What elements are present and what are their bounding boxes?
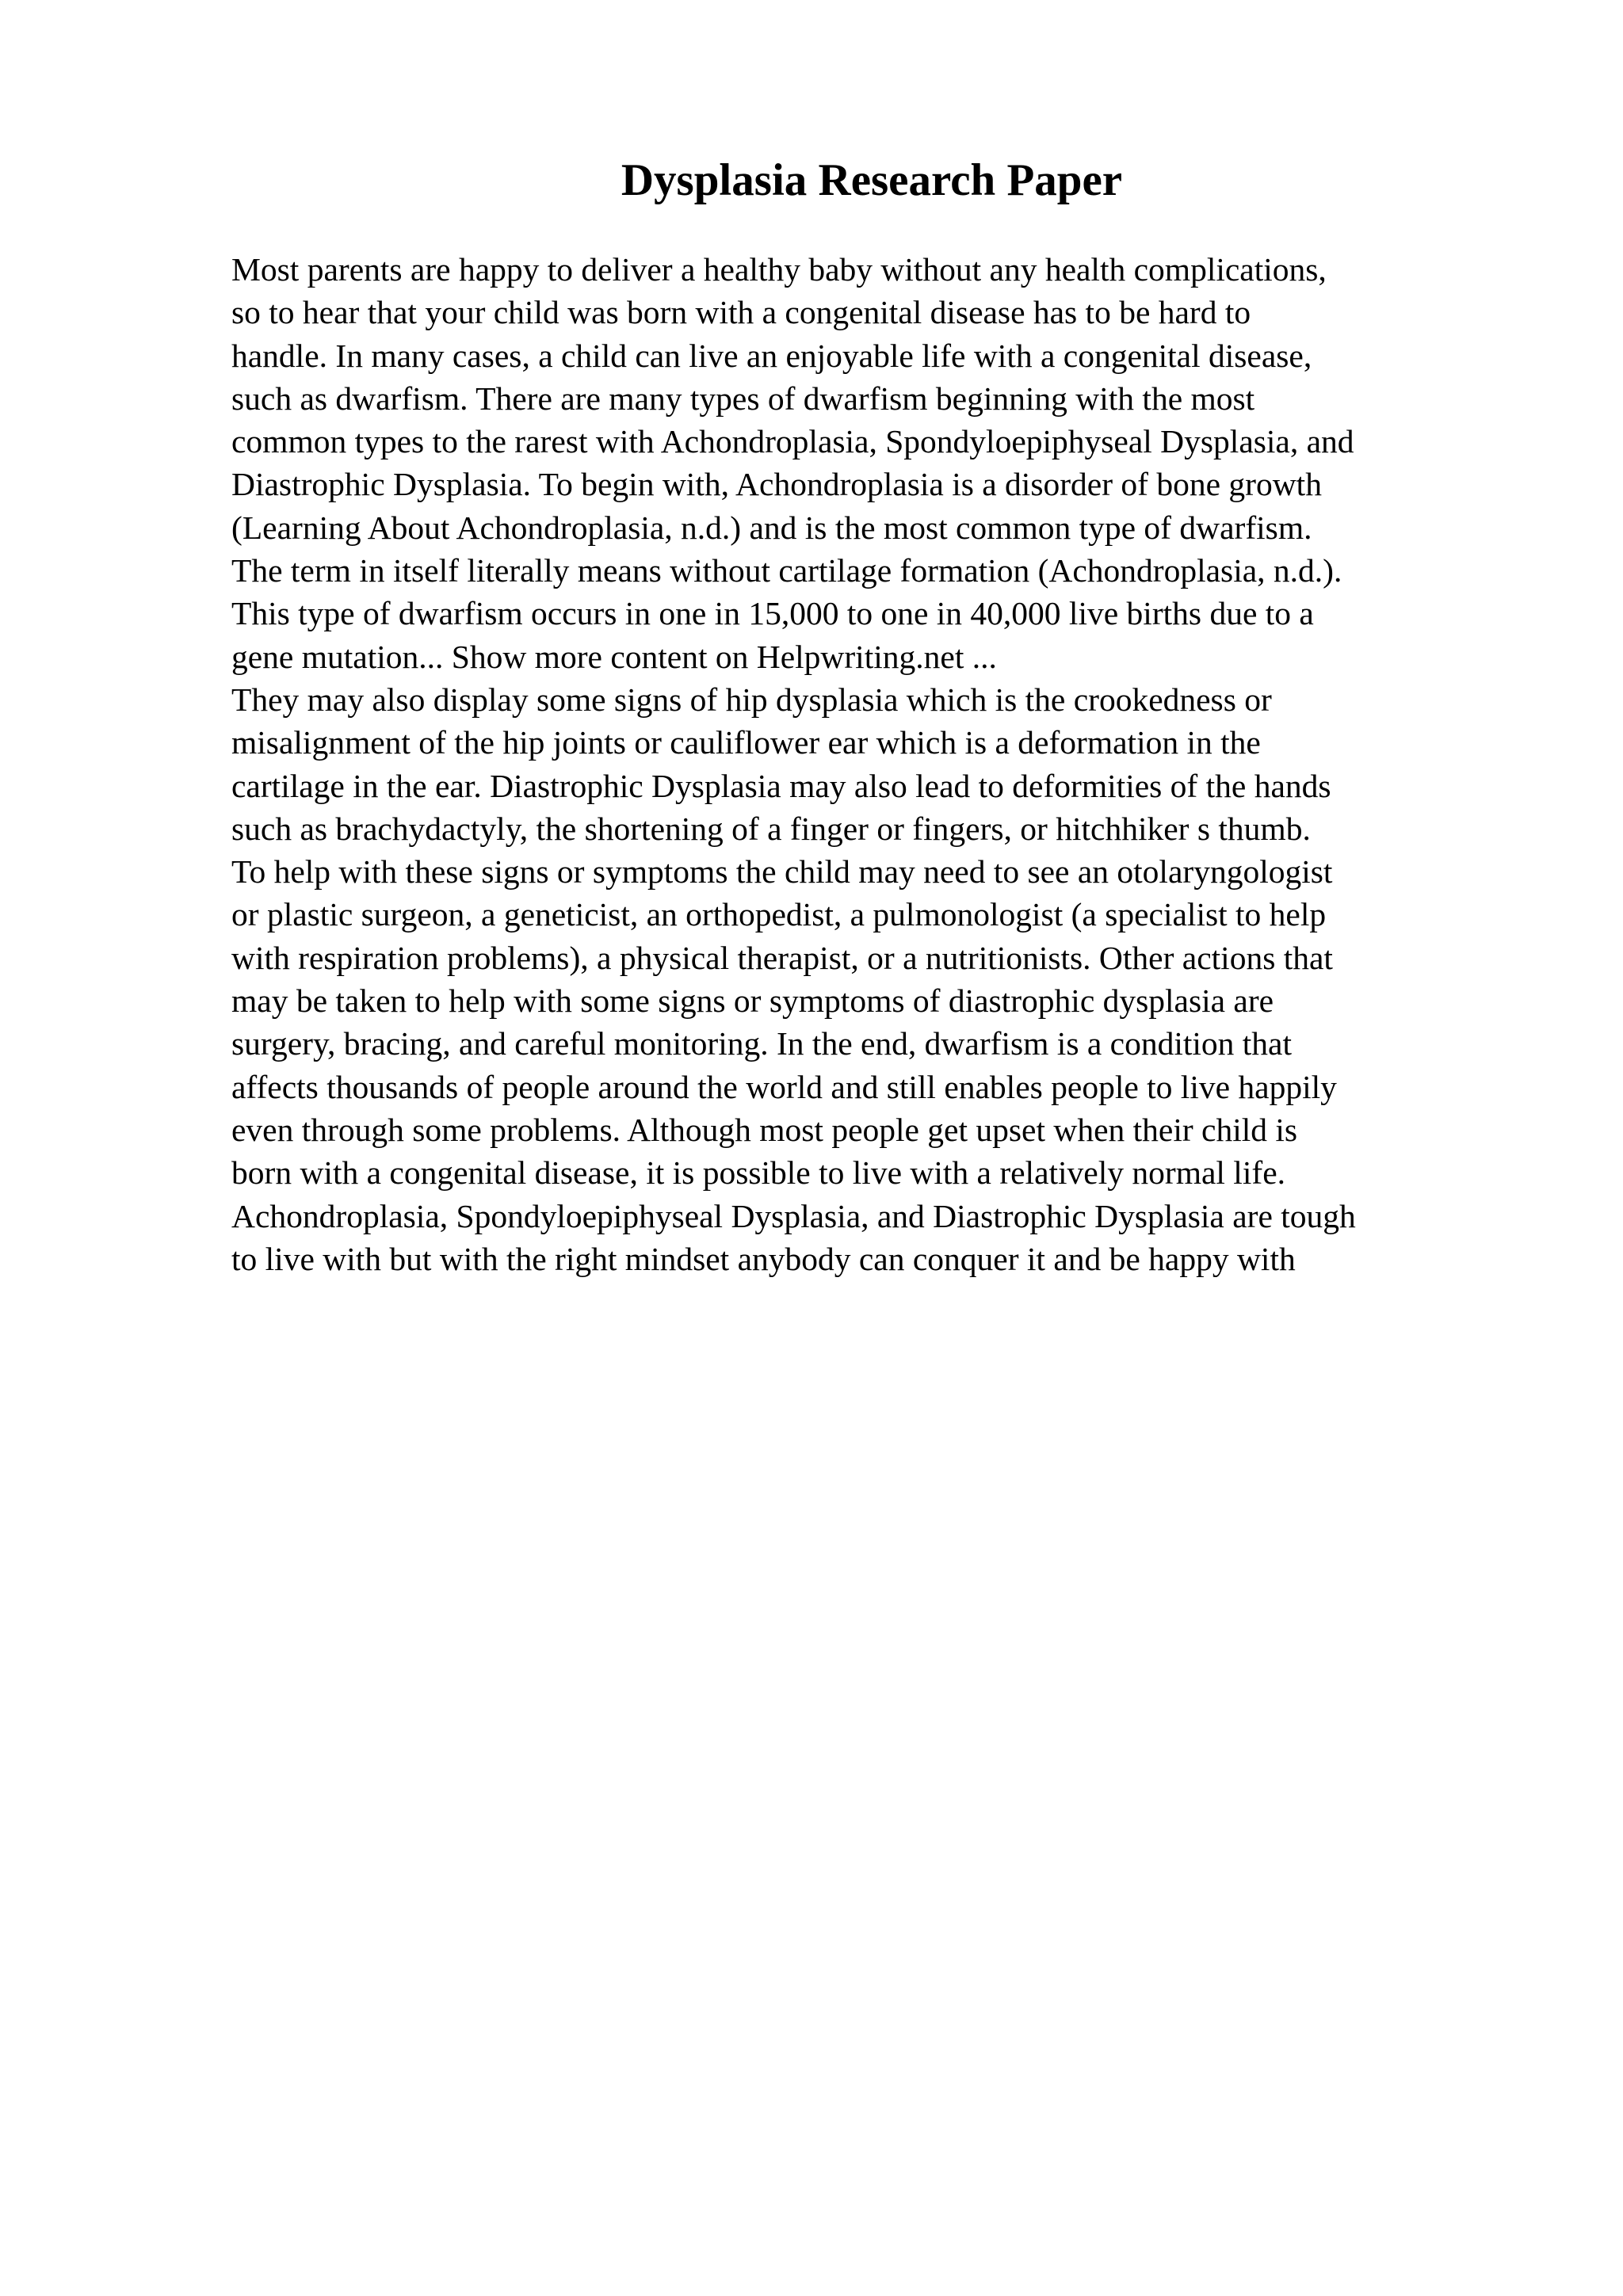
body-line: such as brachydactyly, the shortening of a finger or fingers, or hitchhiker s thumb. [231,810,1311,847]
body-line: This type of dwarfism occurs in one in 15,000 to one in 40,000 live births due to a [231,595,1314,632]
document-title: Dysplasia Research Paper [621,155,1123,205]
document-body [231,248,1515,1280]
body-line: (Learning About Achondroplasia, n.d.) and is the most common type of dwarfism. [231,509,1312,546]
body-line: The term in itself literally means without cartilage formation (Achondroplasia, n.d.). [231,552,1342,589]
body-line: surgery, bracing, and careful monitoring. In the end, dwarfism is a condition that [231,1025,1293,1062]
body-line: or plastic surgeon, a geneticist, an orthopedist, a pulmonologist (a specialist to help [231,896,1327,933]
body-line: to live with but with the right mindset anybody can conquer it and be happy with [231,1240,1296,1277]
body-line: cartilage in the ear. Diastrophic Dysplasia may also lead to deformities of the hands [231,767,1331,804]
body-line: gene mutation... Show more content on Helpwriting.net ... [231,638,997,675]
body-line: They may also display some signs of hip dysplasia which is the crookedness or [231,681,1272,718]
body-line: with respiration problems), a physical therapist, or a nutritionists. Other actions that [231,939,1333,976]
body-line: so to hear that your child was born with a congenital disease has to be hard to [231,294,1251,331]
body-line: such as dwarfism. There are many types of dwarfism beginning with the most [231,379,1255,417]
body-line: common types to the rarest with Achondroplasia, Spondyloepiphyseal Dysplasia, and [231,423,1354,460]
body-line: Diastrophic Dysplasia. To begin with, Achondroplasia is a disorder of bone growth [231,466,1322,503]
body-line: misalignment of the hip joints or cauliflower ear which is a deformation in the [231,724,1261,761]
body-line: even through some problems. Although most people get upset when their child is [231,1111,1298,1148]
body-line: To help with these signs or symptoms the child may need to see an otolaryngologist [231,853,1333,891]
body-line: Most parents are happy to deliver a healthy baby without any health complications, [231,251,1327,288]
body-line: born with a congenital disease, it is possible to live with a relatively normal life. [231,1154,1285,1192]
body-line: may be taken to help with some signs or symptoms of diastrophic dysplasia are [231,982,1274,1020]
body-line: handle. In many cases, a child can live an enjoyable life with a congenital disease, [231,337,1312,374]
body-line: Achondroplasia, Spondyloepiphyseal Dysplasia, and Diastrophic Dysplasia are tough [231,1197,1356,1234]
body-line: affects thousands of people around the world and still enables people to live happily [231,1068,1337,1105]
